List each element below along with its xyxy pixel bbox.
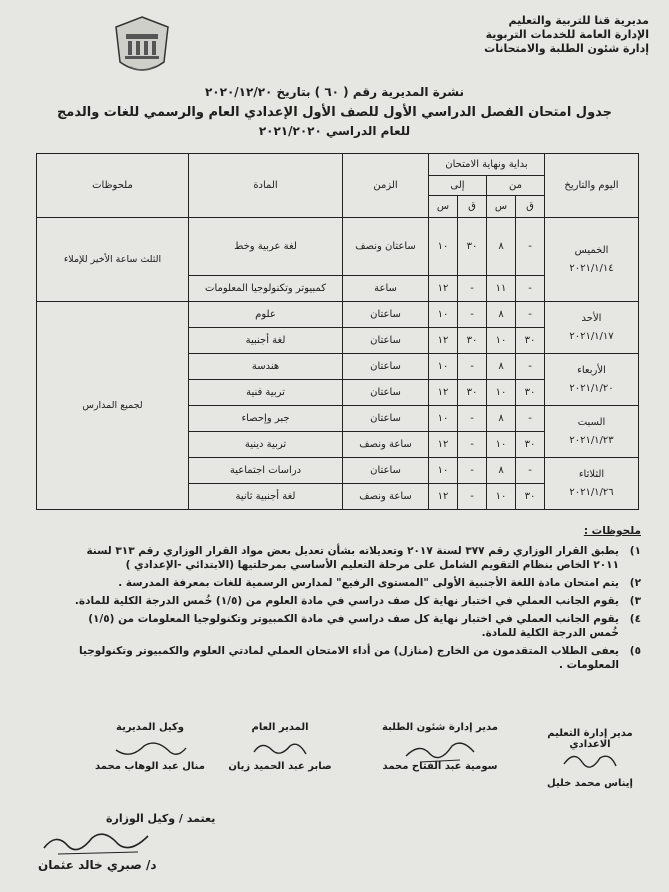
subject: هندسة (189, 354, 343, 380)
header-from: من (487, 176, 545, 196)
note-number: ٣) (629, 595, 641, 607)
to-q: - (458, 432, 487, 458)
from-s: ١٠ (487, 328, 516, 354)
note-text: يتم امتحان مادة اللغة الأجنبية الأولى "المستوى الرفيع" لمدارس الرسمية للغات بمعرفة المدرسة . (118, 577, 619, 589)
subject: لغة أجنبية ثانية (189, 484, 343, 510)
exam-date: ٢٠٢١/١/٢٦ (569, 486, 614, 498)
table-row (37, 302, 639, 328)
to-s: ١٠ (429, 458, 458, 484)
handwritten-signature-icon (250, 736, 310, 764)
to-s: ١٢ (429, 328, 458, 354)
handwritten-signature-icon (110, 736, 190, 764)
handwritten-signature-icon (560, 746, 620, 772)
row-note: الثلث ساعة الأخير للإملاء (37, 218, 189, 302)
header-to-q: ق (458, 196, 487, 218)
notes-section (31, 524, 641, 676)
approver-name: د/ صبري خالد عثمان (38, 858, 157, 872)
to-q: ٣٠ (458, 218, 487, 276)
note-item (31, 544, 641, 572)
note-text: يعفى الطلاب المتقدمون من الخارج (منازل) من أداء الامتحان العملي لمادتي العلوم والكمبيوتر وتكنولوجيا (78, 645, 619, 657)
to-s: ١٢ (429, 380, 458, 406)
duration: ساعتان (343, 406, 429, 432)
header-line-1: مديرية قنا للتربية والتعليم (508, 14, 649, 27)
note-text-continued: ٢٠١١ الخاص بنظام التقويم الشامل على مرحلة التعليم الأساسي بمرحلتيها (الابتدائي -الإعدادي ) (125, 559, 619, 571)
header-line-3: إدارة شئون الطلبة والامتحانات (484, 42, 649, 55)
from-q: - (516, 406, 545, 432)
signatory-name: منال عبد الوهاب محمد (95, 761, 205, 772)
signatory-name: إيناس محمد خليل (547, 778, 633, 789)
duration: ساعتان (343, 328, 429, 354)
to-q: - (458, 406, 487, 432)
note-number: ١) (629, 545, 641, 557)
note-item (31, 576, 641, 590)
from-s: ١٠ (487, 380, 516, 406)
subject: كمبيوتر وتكنولوجيا المعلومات (189, 276, 343, 302)
subject: لغة أجنبية (189, 328, 343, 354)
to-q: ٣٠ (458, 380, 487, 406)
from-s: ٨ (487, 354, 516, 380)
duration: ساعتان (343, 302, 429, 328)
duration: ساعتان (343, 458, 429, 484)
subject: تربية دينية (189, 432, 343, 458)
to-q: - (458, 302, 487, 328)
day-name: السبت (577, 416, 606, 428)
duration: ساعة (343, 276, 429, 302)
subject: دراسات اجتماعية (189, 458, 343, 484)
to-q: - (458, 484, 487, 510)
row-note: لجميع المدارس (37, 302, 189, 510)
approval-label: يعتمد / وكيل الوزارة (106, 812, 216, 825)
signatures (20, 722, 650, 802)
note-text: يقوم الجانب العملي في اختبار نهاية كل صف دراسي في مادة الكمبيوتر وتكنولوجيا المعلومات من (١/٥) (88, 613, 619, 625)
from-q: - (516, 302, 545, 328)
header-duration: الزمن (343, 154, 429, 218)
day-name: الأربعاء (577, 364, 606, 376)
header-line-2: الإدارة العامة للخدمات التربوية (485, 28, 649, 41)
from-q: - (516, 218, 545, 276)
note-number: ٥) (629, 645, 641, 657)
from-s: ٨ (487, 406, 516, 432)
duration: ساعة ونصف (343, 484, 429, 510)
header-time-range: بداية ونهاية الامتحان (429, 154, 545, 176)
signatory-name: صابر عبد الحميد زيان (228, 761, 332, 772)
notes-title: ملحوظات : (583, 525, 641, 537)
exam-date: ٢٠٢١/١/٢٣ (569, 434, 614, 446)
signature-block (530, 728, 650, 789)
duration: ساعتان (343, 354, 429, 380)
day-date-cell (545, 354, 639, 406)
day-name: الخميس (574, 244, 609, 256)
note-text-continued: خُمس الدرجة الكلية للمادة. (481, 627, 619, 639)
approval-block (30, 812, 230, 882)
header-day-date: اليوم والتاريخ (545, 154, 639, 218)
day-date-cell (545, 458, 639, 510)
schedule-title: جدول امتحان الفصل الدراسي الأول للصف الأول الإعدادي العام والرسمي للغات والدمج (56, 105, 613, 120)
to-q: - (458, 276, 487, 302)
to-s: ١٢ (429, 276, 458, 302)
to-s: ١٢ (429, 484, 458, 510)
from-s: ١١ (487, 276, 516, 302)
subject: علوم (189, 302, 343, 328)
from-q: ٣٠ (516, 380, 545, 406)
from-s: ٨ (487, 218, 516, 276)
signature-block (380, 722, 500, 772)
duration: ساعة ونصف (343, 432, 429, 458)
header-to-s: س (429, 196, 458, 218)
subject: تربية فنية (189, 380, 343, 406)
handwritten-signature-icon (400, 736, 480, 766)
subject: جبر وإحصاء (189, 406, 343, 432)
from-q: - (516, 276, 545, 302)
day-date-cell (545, 302, 639, 354)
from-q: - (516, 458, 545, 484)
exam-schedule-table (36, 153, 639, 510)
to-s: ١٠ (429, 406, 458, 432)
signatory-role: وكيل المديرية (116, 722, 184, 733)
note-text: يطبق القرار الوزاري رقم ٣٧٧ لسنة ٢٠١٧ وتعديلاته بشأن تعديل بعض مواد القرار الوزاري رقم ٣١٣ لسنة (86, 545, 619, 557)
header-from-s: س (487, 196, 516, 218)
day-date-cell (545, 218, 639, 302)
note-item (31, 612, 641, 640)
ministry-logo-icon (112, 14, 172, 80)
subject: لغة عربية وخط (189, 218, 343, 276)
from-q: - (516, 354, 545, 380)
signatory-role: مدير إدارة شئون الطلبة (382, 722, 498, 733)
from-s: ٨ (487, 302, 516, 328)
signature-block (90, 722, 210, 772)
exam-date: ٢٠٢١/١/٢٠ (569, 382, 614, 394)
to-s: ١٠ (429, 354, 458, 380)
note-text: يقوم الجانب العملي في اختبار نهاية كل صف دراسي في مادة العلوم من (١/٥) خُمس الدرجة الكلية للمادة. (74, 595, 619, 607)
note-text-continued: المعلومات . (558, 659, 619, 671)
to-q: ٣٠ (458, 328, 487, 354)
note-item (31, 644, 641, 672)
from-s: ٨ (487, 458, 516, 484)
note-number: ٢) (629, 577, 641, 589)
exam-date: ٢٠٢١/١/١٤ (569, 262, 614, 274)
directorate-header (449, 14, 649, 56)
from-s: ١٠ (487, 432, 516, 458)
day-name: الثلاثاء (578, 468, 605, 480)
to-s: ١٠ (429, 218, 458, 276)
header-to: إلى (429, 176, 487, 196)
signatory-role: المدير العام (251, 722, 309, 733)
note-item (31, 594, 641, 608)
handwritten-signature-icon (38, 826, 158, 858)
header-subject: المادة (189, 154, 343, 218)
to-q: - (458, 354, 487, 380)
duration: ساعتان (343, 380, 429, 406)
bulletin-title (30, 85, 639, 138)
header-from-q: ق (516, 196, 545, 218)
to-s: ١٠ (429, 302, 458, 328)
academic-year: للعام الدراسي ٢٠٢١/٢٠٢٠ (258, 124, 411, 138)
exam-date: ٢٠٢١/١/١٧ (569, 330, 614, 342)
from-s: ١٠ (487, 484, 516, 510)
from-q: ٣٠ (516, 328, 545, 354)
to-q: - (458, 458, 487, 484)
from-q: ٣٠ (516, 432, 545, 458)
signatory-role: مدير إدارة التعليم الاعدادي (547, 728, 633, 750)
day-name: الأحد (581, 312, 602, 324)
from-q: ٣٠ (516, 484, 545, 510)
day-date-cell (545, 406, 639, 458)
note-number: ٤) (629, 613, 641, 625)
table-row (37, 218, 639, 276)
bulletin-number-date: نشرة المديرية رقم ( ٦٠ ) بتاريخ ٢٠٢٠/١٢/٢٠ (204, 85, 464, 99)
to-s: ١٢ (429, 432, 458, 458)
duration: ساعتان ونصف (343, 218, 429, 276)
signatory-name: سومية عبد الفتاح محمد (382, 761, 498, 772)
signature-block (220, 722, 340, 772)
header-notes: ملحوظات (37, 154, 189, 218)
